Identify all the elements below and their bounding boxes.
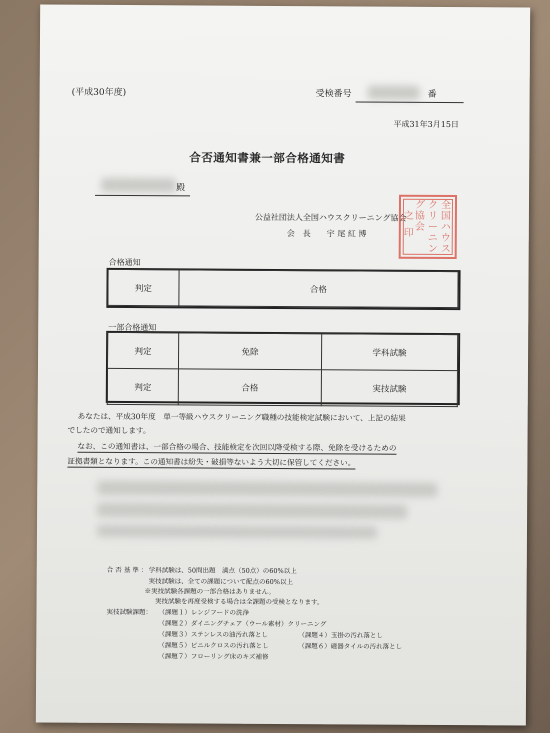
table-cell-subject: 実技試験 xyxy=(321,370,457,407)
redacted-text-line xyxy=(97,481,437,497)
honorific: 殿 xyxy=(176,183,186,194)
task-item: （課題３）ステンレスの油汚れ落とし xyxy=(158,630,269,639)
criteria-line: 実技試験を再度受検する場合は全課題の受検となります。 xyxy=(148,597,324,607)
body-line-1: あなたは、平成30年度 単一等級ハウスクリーニング職種の技能検定試験において、上記の結果 xyxy=(77,411,406,423)
table-cell-header: 判定 xyxy=(107,332,178,368)
exam-number-underline xyxy=(356,101,464,103)
exam-number-label: 受検番号 xyxy=(315,89,352,100)
task-item: （課題２）ダイニングチェア（ウール素材）クリーニング xyxy=(158,619,327,629)
fiscal-year: (平成30年度) xyxy=(71,87,127,99)
criteria-line: 実技試験は、全ての課題について配点の60%以上 xyxy=(148,577,294,587)
partial-table xyxy=(107,332,458,407)
table-row xyxy=(107,332,457,370)
redacted-recipient-name xyxy=(101,178,176,192)
table-cell-result: 合格 xyxy=(179,270,458,308)
table-cell-subject: 学科試験 xyxy=(321,334,457,371)
redacted-exam-number xyxy=(368,86,420,100)
table-row xyxy=(107,368,457,406)
body-line-2: でしたので通知します。 xyxy=(67,425,151,436)
task-item: （課題６）磁器タイルの汚れ落とし xyxy=(298,642,403,651)
criteria-label: 合 否 基 準 ： xyxy=(106,565,148,575)
pass-section-label: 合格通知 xyxy=(108,257,141,268)
redacted-text-line xyxy=(97,525,377,539)
task-item: （課題５）ビニルクロスの汚れ落とし xyxy=(158,641,269,650)
task-item: （課題７）フローリング床のキズ補修 xyxy=(158,652,269,661)
note-line-1: なお、この通知書は、一部合格の場合、技能検定を次回以降受検する際、免除を受けるための xyxy=(77,441,397,453)
recipient-underline xyxy=(95,195,190,197)
redacted-text-line xyxy=(97,503,407,519)
table-cell-header: 判定 xyxy=(108,269,179,305)
tasks-label: 実技試験課題： xyxy=(106,607,153,617)
certificate-paper xyxy=(36,5,530,726)
issue-date: 平成31年3月15日 xyxy=(393,119,459,130)
table-row xyxy=(108,269,458,307)
exam-number-suffix: 番 xyxy=(427,89,437,100)
criteria-line: 学科試験は、50問出題 満点（50点）の60%以上 xyxy=(148,566,297,576)
organization-president: 会 長 宇 尾 紅 博 xyxy=(286,229,367,239)
note-line-2: 証拠書類となります。この通知書は紛失・破損等ないよう大切に保管してください。 xyxy=(67,456,356,468)
official-seal: 全 国 ハ ウ ス ク リ ー ニ ン グ 協 会 之 印 xyxy=(399,195,457,259)
table-cell-header: 判定 xyxy=(107,368,178,404)
partial-section-label: 一部合格通知 xyxy=(108,322,157,333)
pass-table xyxy=(107,269,458,308)
document-title: 合否通知書兼一部合格通知書 xyxy=(189,150,346,166)
table-cell-result: 合格 xyxy=(178,369,321,406)
organization-name: 公益社団法人全国ハウスクリーニング協会 xyxy=(254,212,407,223)
table-cell-result: 免除 xyxy=(178,333,321,370)
task-item: （課題４）玉掛の汚れ落とし xyxy=(298,631,383,640)
criteria-line: ※実技試験各課題の一部合格はありません。 xyxy=(144,587,276,596)
task-item: （課題１）レンジフードの洗浄 xyxy=(158,608,249,617)
